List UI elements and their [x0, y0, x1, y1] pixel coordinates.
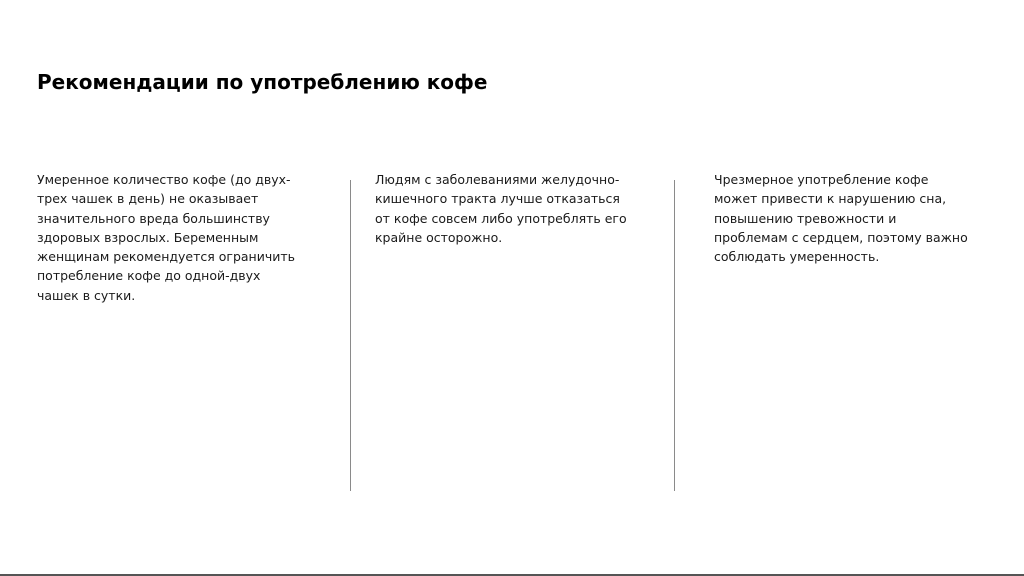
column-divider [674, 180, 675, 491]
slide-title: Рекомендации по употреблению кофе [37, 70, 488, 94]
recommendation-column-digestive-issues [375, 170, 650, 247]
column-divider [350, 180, 351, 491]
column-text: Умеренное количество кофе (до двух- трех чашек в день) не оказывает значительного вреда большинству здоровых взрослых. Беременным женщинам рекомендуется ограничить потребление кофе до одной-двух чашек в сутки. [37, 172, 296, 303]
recommendation-column-moderate-intake [37, 170, 312, 305]
column-text: Чрезмерное употребление кофе может привести к нарушению сна, повышению тревожности и проблемам с сердцем, поэтому важно соблюдать умеренность. [714, 172, 968, 265]
recommendation-column-excess-consumption [714, 170, 989, 266]
column-text: Людям с заболеваниями желудочно- кишечного тракта лучше отказаться от кофе совсем либо употреблять его крайне осторожно. [375, 172, 627, 245]
